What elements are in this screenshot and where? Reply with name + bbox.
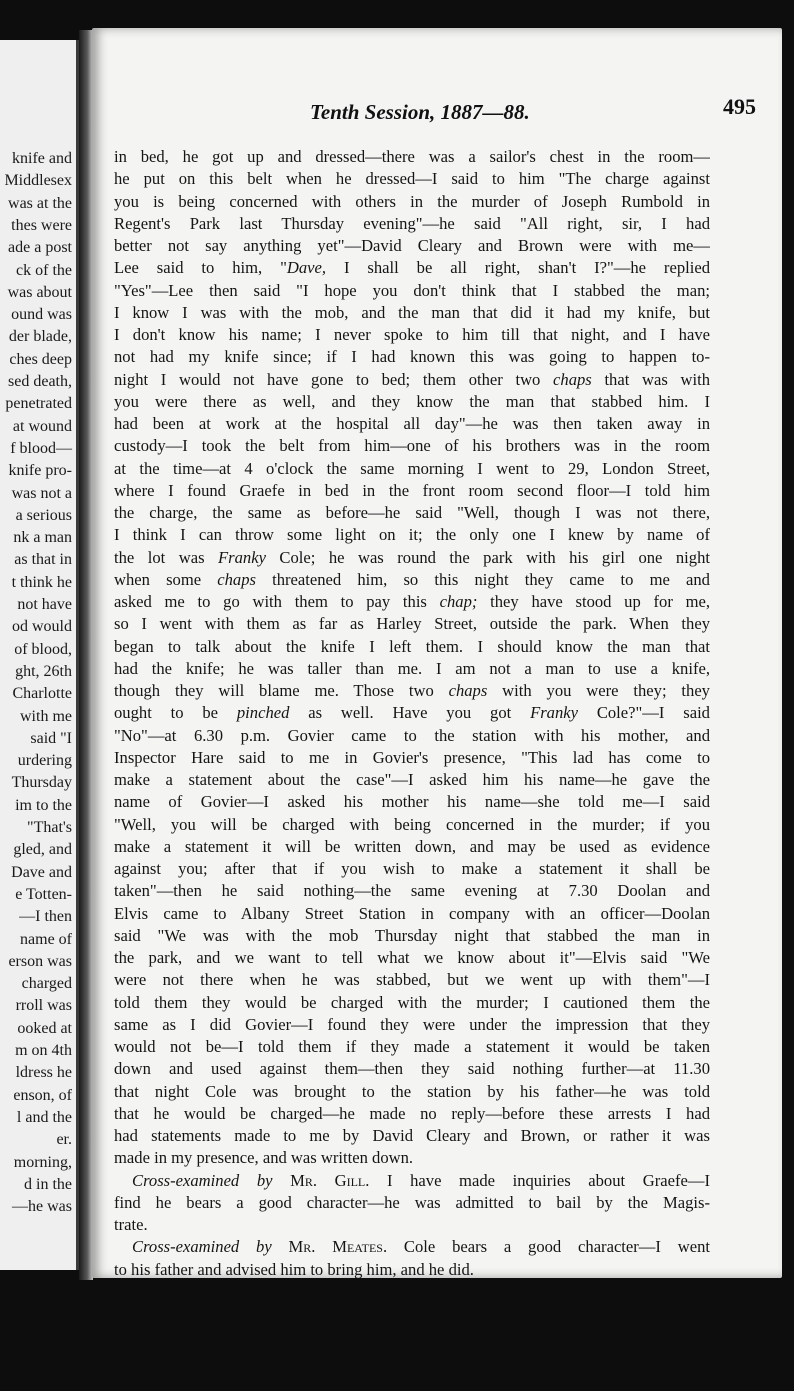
page-body	[114, 146, 710, 1303]
text-line	[114, 1081, 710, 1103]
text-span: made in my presence, and was written down.	[114, 1148, 414, 1168]
text-span: though they will blame me. Those two	[114, 681, 449, 700]
text-line	[114, 992, 710, 1014]
facing-page-line: "That's	[27, 819, 72, 836]
text-line	[114, 191, 710, 213]
facing-page-line: —I then	[19, 908, 72, 926]
text-line	[114, 1014, 710, 1036]
text-span: had statements made to me by David Cleary and Brown, or rather it was	[114, 1126, 710, 1145]
text-span: same as I did Govier—I found they were under the impression that they	[114, 1014, 710, 1034]
text-span: Cole; he was round the park with his girl one night	[265, 547, 710, 567]
text-span	[273, 1171, 291, 1190]
text-line	[114, 880, 710, 902]
facing-page-line: as that in	[14, 551, 72, 569]
running-title: Tenth Session, 1887—88.	[310, 100, 530, 124]
text-span	[272, 1237, 289, 1256]
facing-page-line: m on 4th	[15, 1042, 72, 1059]
text-line	[114, 1036, 710, 1058]
text-span: "Well, you will be charged with being concerned in the murder; if you	[114, 814, 710, 834]
text-line	[114, 168, 710, 190]
text-span: name of Govier—I asked his mother his name—she told me—I said	[114, 792, 710, 812]
facing-page-line: ound was	[11, 306, 72, 324]
book-page	[92, 28, 782, 1278]
text-line	[114, 1192, 710, 1214]
text-span: taken"—then he said nothing—the same evening at 7.30 Doolan and	[114, 881, 710, 901]
facing-page-line: was at the	[8, 194, 72, 212]
facing-page-line: sed death,	[8, 373, 72, 390]
text-span: the park, and we want to tell what we know about it"—Elvis said "We	[114, 948, 710, 967]
text-line	[114, 791, 710, 813]
facing-page-line: ches deep	[9, 350, 72, 368]
facing-page-line: morning,	[13, 1153, 72, 1171]
text-span: night I would not have gone to bed; them other two	[114, 369, 554, 389]
text-span: I shall be all right, shan't I?"—he replied	[326, 258, 710, 278]
text-span: against you; after that if you wish to make a statement it shall be	[114, 859, 710, 878]
text-span: they have stood up for me,	[477, 592, 710, 611]
facing-page-line: Dave and	[11, 863, 72, 881]
text-span: you were there as well, and they know the man that stabbed him. I	[114, 391, 710, 411]
text-span: Mr. Gill.	[290, 1170, 370, 1190]
text-line	[114, 1058, 710, 1080]
text-span: at the time—at 4 o'clock the same morning I went to 29, London Street,	[114, 458, 710, 478]
facing-page-line: said "I	[30, 729, 72, 747]
text-span: that night Cole was brought to the station by his father—he was told	[114, 1081, 710, 1101]
text-span: to his father and advised him to bring him, and he did.	[114, 1259, 474, 1279]
text-span: that he would be charged—he made no reply—before these arrests I had	[114, 1103, 710, 1123]
text-span: chaps	[217, 569, 256, 589]
text-span: had the knife; he was taller than me. I am not a man to use a knife,	[114, 658, 710, 678]
facing-page-line: ooked at	[17, 1019, 72, 1037]
facing-page-line: penetrated	[5, 395, 72, 413]
facing-page-line: f blood—	[10, 439, 72, 457]
text-line	[114, 480, 710, 502]
facing-page-line: gled, and	[13, 841, 72, 859]
text-line	[114, 747, 710, 769]
text-line	[114, 591, 710, 613]
text-span: chaps	[553, 369, 592, 389]
facing-page-line: urdering	[17, 752, 72, 770]
facing-page-line: od would	[12, 618, 72, 636]
text-line	[114, 702, 710, 724]
text-span: in bed, he got up and dressed—there was a sailor's chest in the room—	[114, 147, 710, 166]
text-span: chaps	[448, 681, 488, 700]
text-line	[114, 235, 710, 257]
facing-page-line: was not a	[11, 484, 72, 502]
facing-page-line: knife and	[12, 150, 72, 167]
text-span: Lee said to him, "	[114, 258, 287, 278]
facing-page-line: name of	[20, 930, 72, 948]
text-span: make a statement it will be written down, and may be used as evidence	[114, 836, 710, 856]
facing-page-line: with me	[20, 707, 72, 725]
text-span: find he bears a good character—he was admitted to bail by the Magis-	[114, 1192, 710, 1212]
text-span: had been at work at the hospital all day"—he was then taken away in	[114, 414, 710, 433]
facing-page-line: rroll was	[15, 997, 72, 1015]
text-line	[114, 1103, 710, 1125]
text-span: I think I can throw some light on it; the only one I knew by name of	[114, 525, 710, 545]
text-span: I have made inquiries about Graefe—I	[369, 1170, 710, 1190]
text-span: where I found Graefe in bed in the front room second floor—I told him	[114, 480, 710, 500]
text-line	[114, 1147, 710, 1169]
text-line	[114, 858, 710, 880]
facing-page-line: —he was	[12, 1198, 72, 1216]
text-span: I know I was with the mob, and the man that did it had my knife, but	[114, 302, 710, 322]
text-span: Inspector Hare said to me in Govier's presence, "This lad has come to	[114, 747, 710, 767]
text-line	[114, 257, 710, 279]
facing-page-line: was about	[7, 283, 72, 301]
facing-page-line: er.	[56, 1131, 72, 1149]
text-span: Regent's Park last Thursday evening"—he said "All right, sir, I had	[114, 213, 710, 233]
facing-page-line: not have	[17, 596, 72, 613]
text-span: custody—I took the belt from him—one of his brothers was in the room	[114, 436, 710, 456]
text-line	[114, 280, 710, 302]
text-line	[114, 413, 710, 435]
page-header	[92, 94, 782, 130]
text-span: the lot was	[114, 547, 219, 567]
text-span: would not be—I told them if they made a statement it would be taken	[114, 1037, 710, 1056]
facing-page-fragment	[0, 40, 79, 1270]
text-line	[114, 547, 710, 569]
text-line	[114, 1259, 710, 1281]
text-span: Elvis came to Albany Street Station in company with an officer—Doolan	[114, 903, 710, 923]
facing-page-line: erson was	[8, 952, 72, 970]
text-span: you is being concerned with others in the murder of Joseph Rumbold in	[114, 191, 710, 211]
text-line	[114, 1214, 710, 1236]
text-line	[114, 435, 710, 457]
text-span: when some	[114, 569, 218, 589]
text-span: not had my knife since; if I had known this was going to happen to-	[114, 347, 710, 367]
text-span: the charge, the same as before—he said "Well, though I was not there,	[114, 503, 710, 522]
text-span: Cross-examined by	[132, 1237, 272, 1257]
text-span: Dave,	[286, 258, 327, 278]
text-line	[114, 369, 710, 391]
facing-page-line: ght, 26th	[15, 662, 72, 680]
text-span: chap;	[439, 592, 478, 611]
text-span: threatened him, so this night they came to me and	[255, 569, 710, 589]
text-span: Franky	[218, 547, 266, 567]
text-span: Cole?"—I said	[577, 703, 710, 723]
text-line	[114, 658, 710, 680]
text-span: "Yes"—Lee then said "I hope you don't think that I stabbed the man;	[114, 280, 710, 300]
text-line	[114, 146, 710, 168]
facing-page-line: im to the	[15, 796, 72, 814]
text-line	[114, 524, 710, 546]
facing-page-line: a serious	[15, 506, 72, 524]
text-span: Cole bears a good character—I went	[387, 1237, 710, 1257]
facing-page-line: enson, of	[13, 1086, 72, 1104]
text-span: asked me to go with them to pay this	[114, 592, 440, 611]
facing-page-line: nk a man	[13, 529, 72, 547]
facing-page-line: charged	[21, 975, 72, 993]
text-span: I don't know his name; I never spoke to him till that night, and I have	[114, 325, 710, 344]
text-span: told them they would be charged with the murder; I cautioned them the	[114, 992, 710, 1012]
text-line	[114, 836, 710, 858]
text-line	[114, 680, 710, 702]
text-span: that was with	[591, 369, 710, 389]
text-span: better not say anything yet"—David Cleary and Brown were with me—	[114, 236, 710, 255]
facing-page-line: Charlotte	[12, 685, 72, 703]
text-span: make a statement about the case"—I asked him his name—he gave the	[114, 770, 710, 789]
facing-page-line: der blade,	[8, 328, 72, 346]
facing-page-line: Thursday	[11, 774, 72, 792]
facing-page-line: knife pro-	[8, 462, 72, 480]
text-span: were not there when he was stabbed, but we went up with them"—I	[114, 970, 710, 990]
scanner-background	[0, 1281, 794, 1391]
page-number: 495	[723, 94, 756, 119]
text-line	[114, 391, 710, 413]
text-span: Mr. Meates.	[288, 1237, 388, 1257]
text-line	[114, 903, 710, 925]
text-line	[114, 324, 710, 346]
text-line	[114, 213, 710, 235]
facing-page-line: d in the	[24, 1175, 72, 1193]
facing-page-line: ck of the	[16, 261, 72, 279]
text-span: ought to be	[114, 703, 237, 723]
text-span: down and used against them—then they said nothing further—at 11.30	[114, 1059, 710, 1079]
text-line	[114, 346, 710, 368]
facing-page-line: Middlesex	[4, 172, 72, 190]
text-line	[114, 1125, 710, 1147]
text-span: trate.	[114, 1215, 148, 1234]
facing-page-line: thes were	[11, 216, 72, 234]
text-span: said "We was with the mob Thursday night that stabbed the man in	[114, 925, 710, 945]
book-gutter	[79, 30, 93, 1280]
text-span: "No"—at 6.30 p.m. Govier came to the station with his mother, and	[114, 725, 710, 745]
facing-page-line: l and the	[16, 1108, 72, 1126]
text-span: Franky	[530, 703, 578, 723]
text-line	[114, 769, 710, 791]
text-span: pinched	[236, 703, 290, 723]
text-span: with you were they; they	[487, 681, 710, 700]
text-line	[114, 969, 710, 991]
text-line	[114, 458, 710, 480]
text-line	[114, 502, 710, 524]
text-line	[114, 814, 710, 836]
text-span: Cross-examined by	[132, 1170, 273, 1190]
text-line	[114, 1170, 710, 1192]
text-line	[114, 947, 710, 969]
text-line	[114, 636, 710, 658]
text-line	[114, 725, 710, 747]
facing-page-line: e Totten-	[15, 885, 72, 903]
facing-page-line: t think he	[11, 573, 72, 591]
text-line	[114, 302, 710, 324]
text-span: so I went with them as far as Harley Street, outside the park. When they	[114, 614, 710, 634]
text-line	[114, 569, 710, 591]
text-line	[114, 613, 710, 635]
text-span: as well. Have you got	[289, 703, 531, 723]
facing-page-line: ade a post	[8, 239, 72, 257]
text-line	[114, 925, 710, 947]
text-line	[114, 1236, 710, 1258]
text-span: he put on this belt when he dressed—I said to him "The charge against	[114, 169, 710, 189]
facing-page-line: at wound	[12, 417, 72, 435]
text-span: began to talk about the knife I left them. I should know the man that	[114, 636, 710, 656]
facing-page-line: of blood,	[14, 640, 72, 658]
facing-page-line: ldress he	[15, 1064, 72, 1082]
